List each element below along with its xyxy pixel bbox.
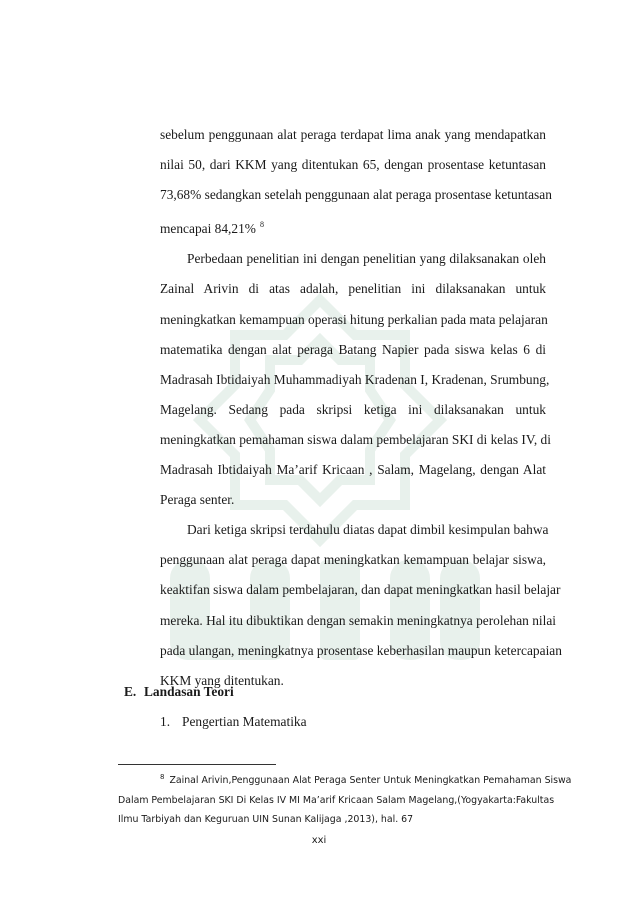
section-heading [124,682,234,702]
section-title: Landasan Teori [144,684,234,699]
footnote [118,768,572,830]
text-line: Perbedaan penelitian ini dengan penelitian yang dilaksanakan oleh [187,251,546,267]
section-letter: E. [124,684,137,699]
footnote-line [118,768,572,791]
text-line-content: mencapai 84,21% [160,221,256,237]
text-line [160,210,546,244]
text-line: nilai 50, dari KKM yang ditentukan 65, dengan prosentase ketuntasan [160,157,546,173]
footnote-marker: 8 [160,773,165,781]
footnote-line: Dalam Pembelajaran SKI Di Kelas IV MI Ma’arif Kricaan Salam Magelang,(Yogyakarta:Fakultas [118,794,555,806]
text-line: matematika dengan alat peraga Batang Napier pada siswa kelas 6 di [160,341,546,357]
body-text [160,120,562,696]
paragraph-3 [160,515,562,696]
footnote-separator [118,764,276,765]
text-line: mereka. Hal itu dibuktikan dengan semakin meningkatnya perolehan nilai [160,612,557,628]
text-line: Madrasah Ibtidaiyah Muhammadiyah Kradenan I, Kradenan, Srumbung, [160,371,550,387]
text-line: 73,68% sedangkan setelah penggunaan alat peraga prosentase ketuntasan [160,187,552,203]
paragraph-2 [160,244,551,515]
text-line: Madrasah Ibtidaiyah Ma’arif Kricaan , Salam, Magelang, dengan Alat [160,462,546,478]
text-line: Dari ketiga skripsi terdahulu diatas dapat dimbil kesimpulan bahwa [187,522,549,538]
text-line: sebelum penggunaan alat peraga terdapat lima anak yang mendapatkan [160,127,546,142]
footnote-line: Ilmu Tarbiyah dan Keguruan UIN Sunan Kalijaga ,2013), hal. 67 [118,814,414,825]
text-line: keaktifan siswa dalam pembelajaran, dan dapat meningkatkan hasil belajar [160,582,561,598]
text-line: meningkatkan pemahaman siswa dalam pembelajaran SKI di kelas IV, di [160,431,551,447]
subsection-title: Pengertian Matematika [182,714,307,729]
text-line: penggunaan alat peraga dapat meningkatkan kemampuan belajar siswa, [160,552,546,568]
text-line: Peraga senter. [160,492,235,508]
footnote-line-content: Zainal Arivin,Penggunaan Alat Peraga Senter Untuk Meningkatkan Pemahaman Siswa [169,775,572,786]
footnote-reference: 8 [259,220,264,230]
text-line: Zainal Arivin di atas adalah, penelitian ini dilaksanakan untuk [160,281,546,297]
text-line: pada ulangan, meningkatnya prosentase keberhasilan maupun ketercapaian [160,642,562,658]
text-line: meningkatkan kemampuan operasi hitung perkalian pada mata pelajaran [160,311,548,327]
paragraph-1 [160,120,552,244]
page-number: xxi [311,835,327,846]
subsection-heading [160,712,307,732]
text-line: Magelang. Sedang pada skripsi ketiga ini dilaksanakan untuk [160,401,546,417]
subsection-number: 1. [160,714,171,729]
text-line: KKM yang ditentukan. [160,672,284,688]
